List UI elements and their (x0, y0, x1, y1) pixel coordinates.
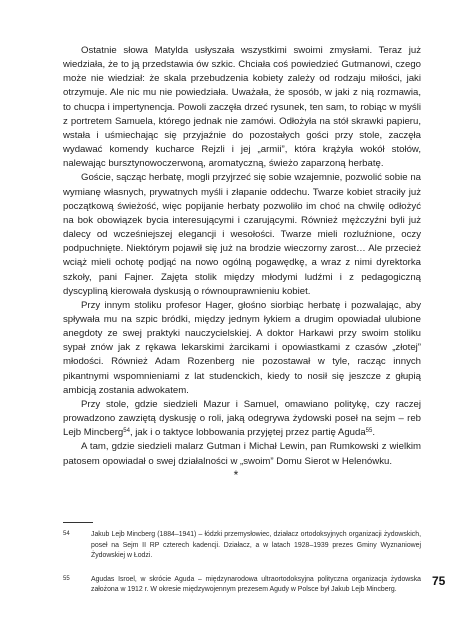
footnote-55 (63, 575, 421, 596)
footnote-number: 54 (63, 531, 70, 537)
paragraph-4-text-b: , jak i o taktyce lobbowania przyjętej przez partię Aguda (129, 427, 366, 439)
footnote-rule (63, 522, 93, 523)
paragraph-4 (63, 398, 421, 440)
paragraph-4-text-a: Przy stole, gdzie siedzieli Mazur i Samuel, omawiano politykę, czy raczej prowadzono zawziętą dyskusję o roli, jaką odegrywa żydowski poseł na sejm – reb Lejb Mincberg (63, 398, 421, 439)
page-number: 75 (432, 574, 446, 588)
paragraph-3: Przy innym stoliku profesor Hager, głośno siorbiąc herbatę i pozwalając, aby spływała mu na szpic bródki, między jednym łykiem a drugim opowiadał ulubione anegdoty ze swej praktyki nauczycielskiej. A doktor Harkawi przy swoim stoliku sypał znów jak z rękawa lekarskimi żarcikami i opowiastkami z czasów „złotej” młodości. Również Adam Rozenberg nie pozostawał w tyle, racząc innych pikantnymi wspomnieniami z lat studenckich, kiedy to nosił się jeszcze z głupią ambicją zostania adwokatem. (63, 299, 421, 396)
body-text (63, 44, 421, 469)
footnote-number: 55 (63, 575, 70, 582)
footnote-ref-55[interactable]: 55 (365, 428, 373, 435)
footnotes (63, 530, 421, 609)
footnote-text: Agudas Isroel, w skrócie Aguda – międzynarodowa ultraortodoksyjna polityczna organizacja żydowska założona w 1912 r. W okresie międzywojennym prezesem Agudy w Polsce był Jakub Lejb Mincberg. (91, 575, 421, 593)
paragraph-1: Ostatnie słowa Matylda usłyszała wszystkimi swoimi zmysłami. Teraz już wiedziała, że to ją przedstawia ów szkic. Chciała coś powiedzieć Gutmanowi, czego może nie wiedział: że skala przebudzenia kobiety zależy od rodzaju miłości, jaki otrzymuje. Ale nic mu nie powiedziała. Uważała, że sposób, w jaki z nią rozmawia, to chucpa i impertynencja. Powoli zaczęła drzeć rysunek, ten sam, to robiąc w myśli z portretem Samuela, którego jednak nie zamówi. Odłożyła na stół skrawki papieru, wstała i uśmiechając się przyjaźnie do pozostałych gości przy stole, zaczęła wydawać komendy kucharce Rejzli i jej „armii”, która krążyła wokół stołów, nalewając bursztynowoczerwoną, aromatyczną, świeżo zaparzoną herbatę. (63, 45, 421, 170)
paragraph-4-text-c: . (372, 427, 376, 439)
paragraph-5: A tam, gdzie siedzieli malarz Gutman i Michał Lewin, pan Rumkowski z wielkim patosem opowiadał o swej działalności w „swoim” Domu Sierot w Helenówku. (63, 441, 421, 467)
footnote-54 (63, 530, 421, 562)
footnote-text: Jakub Lejb Mincberg (1884–1941) – łódzki przemysłowiec, działacz ortodoksyjnych organizacji żydowskich, poseł na Sejm II RP czterech kadencji. Działacz, a w latach 1928–1939 prezes Gminy Wyznaniowej Żydowskiej w Łodzi. (91, 531, 421, 559)
section-separator: * (233, 468, 239, 482)
footnote-ref-54[interactable]: 54 (123, 428, 130, 435)
paragraph-2: Goście, sącząc herbatę, mogli przyjrzeć się sobie wzajemnie, pozwolić sobie na wymianę własnych, prywatnych myśli i złapanie oddechu. Twarze kobiet straciły już początkową świeżość, więc popijanie herbaty pozwoliło im choć na chwilę odłożyć na bok obowiązek bycia interesującymi i czarującymi. Również mężczyźni byli już dalecy od wcześniejszej elegancji i wesołości. Twarze mieli rozluźnione, oczy podpuchnięte. Niektórym pojawił się już na brodzie wieczorny zarost… Ale przecież wciąż mieli ochotę podjąć na nowo ogólną pogawędkę, a wraz z nimi dyrektorka szkoły, pani Fajner. Zajęta stolik między młodymi ludźmi i z pedagogiczną dyscypliną kierowała dyskusją o równouprawnieniu kobiet. (63, 172, 421, 297)
